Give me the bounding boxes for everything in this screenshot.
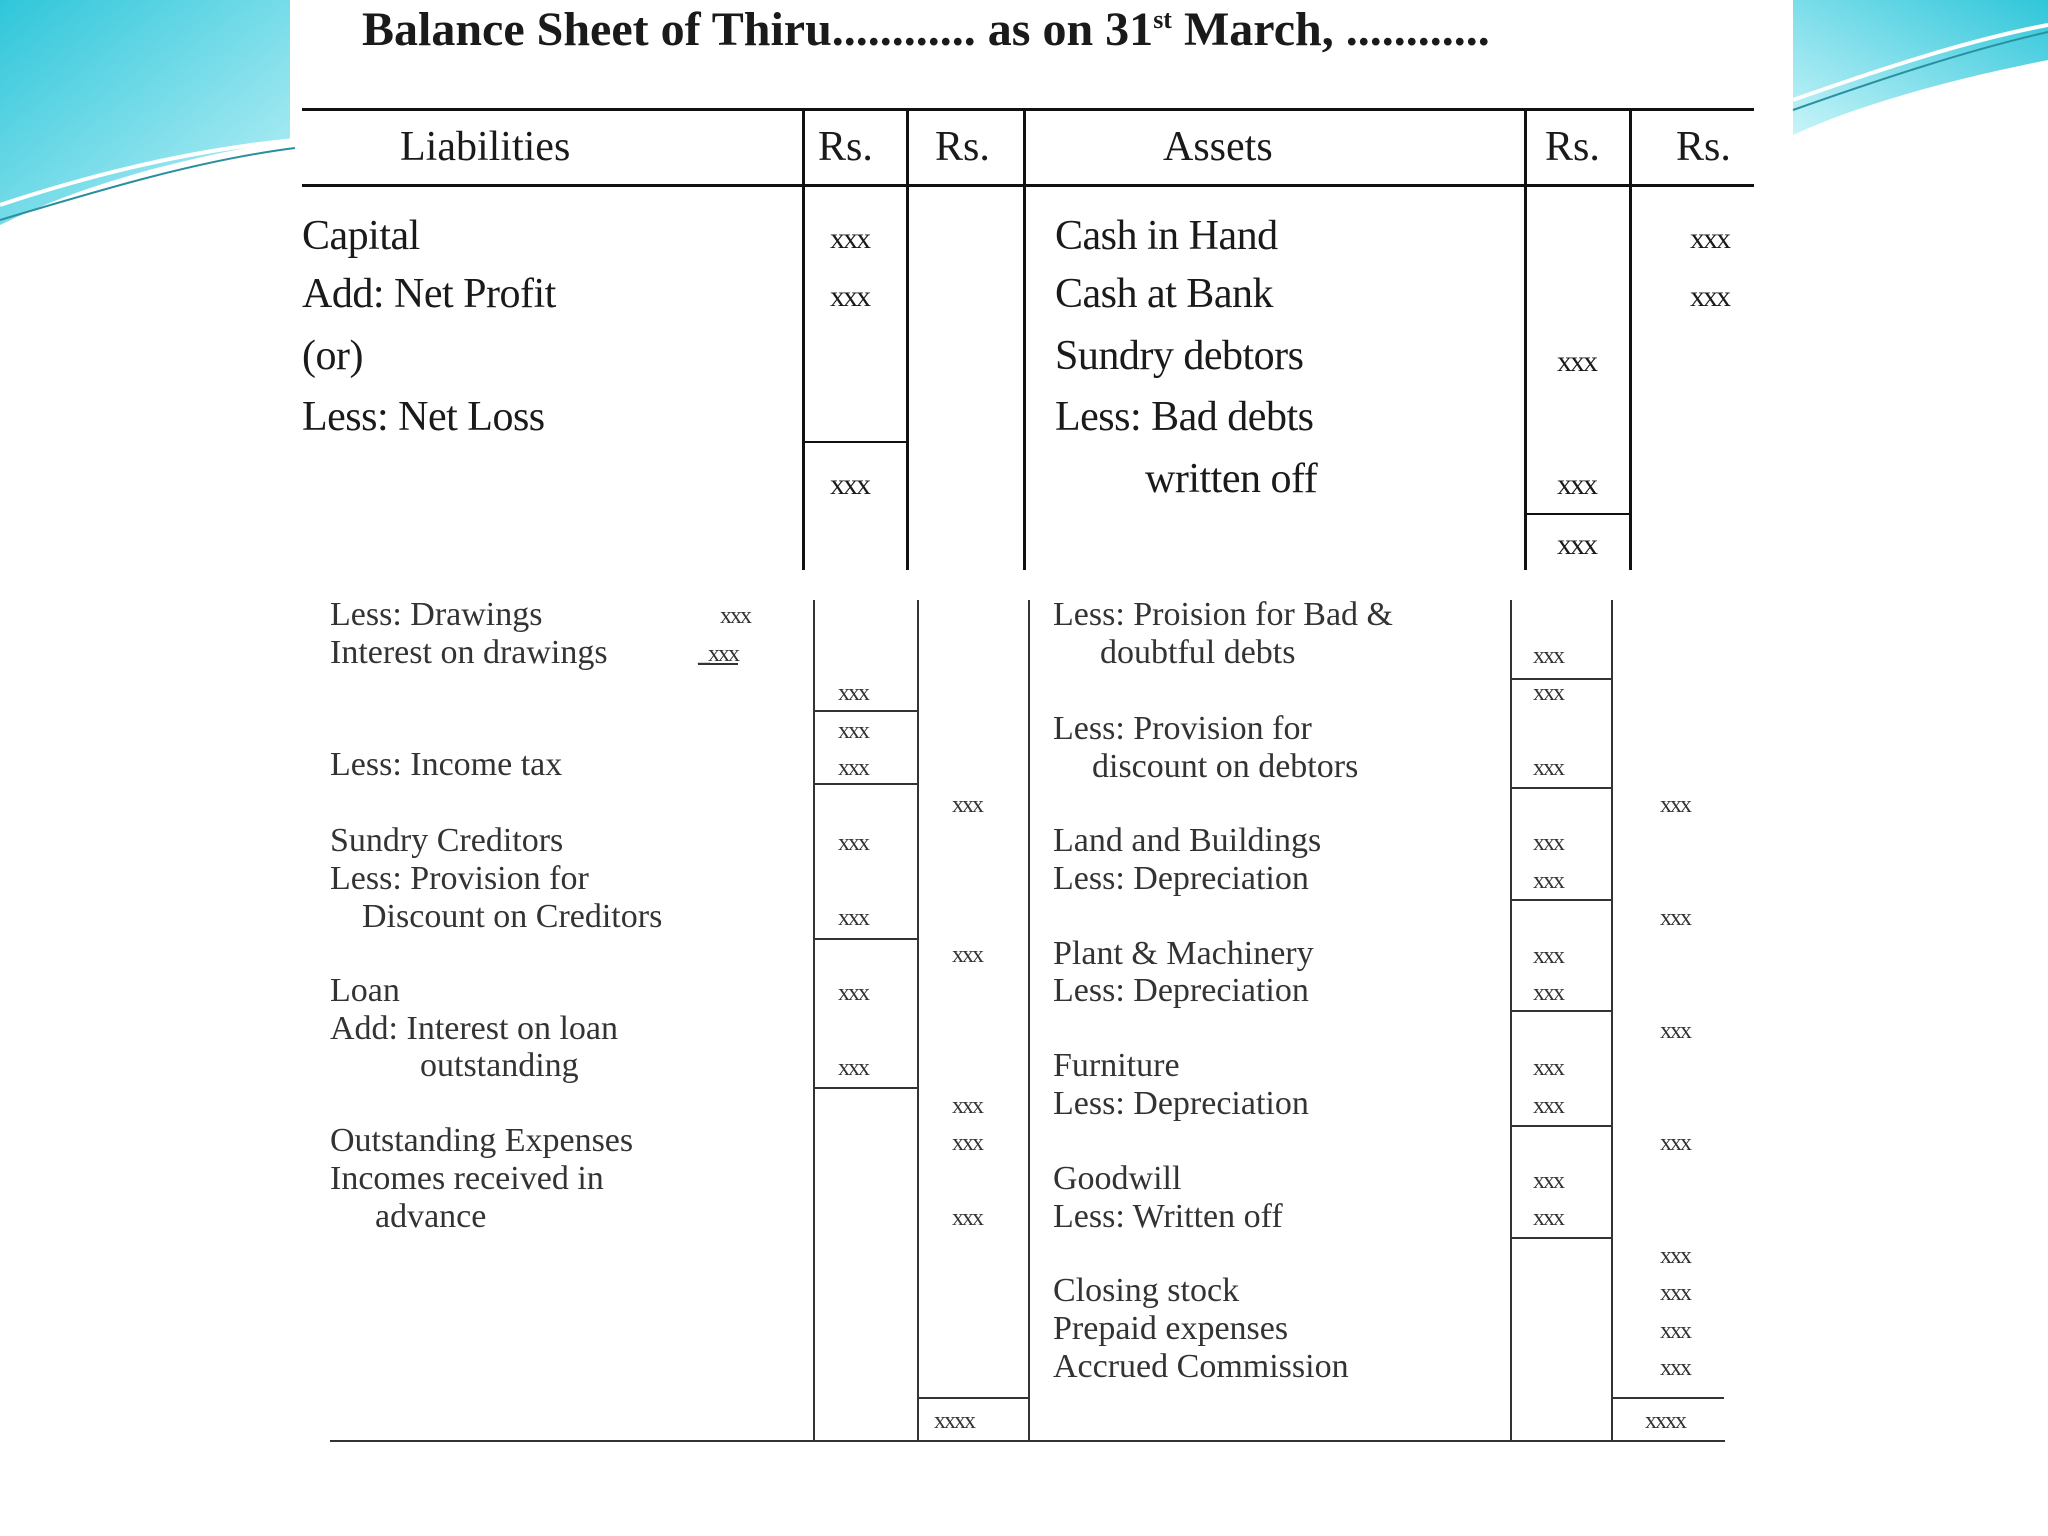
amount-placeholder: xxx [1660,792,1690,818]
amount-placeholder: xxx [830,468,869,501]
col-divider [1028,600,1030,1442]
liability-label: Interest on drawings [330,634,608,671]
amount-placeholder: xxx [838,680,868,706]
asset-label: Less: Depreciation [1053,972,1309,1009]
amount-placeholder: xxx [838,755,868,781]
amount-placeholder: xxx [1533,643,1563,669]
amount-placeholder: xxx [1660,1130,1690,1156]
subtotal-rule [1611,1397,1724,1399]
amount-placeholder: _xxx [698,641,738,667]
asset-label: Plant & Machinery [1053,935,1314,972]
col-divider [1023,108,1026,570]
asset-label: Land and Buildings [1053,822,1322,859]
amount-placeholder: xxx [838,1055,868,1081]
liability-label: Less: Net Loss [302,394,545,440]
page-title: Balance Sheet of Thiru............ as on 31st March, ............ [362,3,1490,56]
decorative-swoosh-right [1748,0,2048,160]
amount-placeholder: xxx [838,905,868,931]
amount-placeholder: xxx [1533,1168,1563,1194]
amount-placeholder: xxx [838,980,868,1006]
amount-placeholder: xxx [1533,755,1563,781]
table-top-rule [302,108,1754,111]
subtotal-rule [1510,1237,1612,1239]
col-divider [1510,600,1512,1442]
asset-label: Less: Depreciation [1053,1085,1309,1122]
liability-label: (or) [302,333,363,379]
liability-label: Discount on Creditors [362,898,663,935]
amount-placeholder: xxx [952,1093,982,1119]
amount-placeholder: xxx [830,222,869,255]
amount-placeholder: xxx [952,792,982,818]
asset-label: Accrued Commission [1053,1348,1349,1385]
col-divider [906,108,909,570]
asset-label: Less: Proision for Bad & [1053,596,1393,633]
amount-placeholder: xxx [952,1130,982,1156]
asset-label: Goodwill [1053,1160,1182,1197]
amount-placeholder: xxx [1533,868,1563,894]
liability-label: Capital [302,213,420,259]
header-rs: Rs. [818,124,873,170]
amount-placeholder: xxx [1533,980,1563,1006]
header-rs: Rs. [1676,124,1731,170]
col-divider [802,108,805,570]
header-assets: Assets [1163,124,1273,170]
asset-label: Less: Bad debts [1055,394,1314,440]
liability-label: Add: Interest on loan [330,1010,618,1047]
col-divider [1524,108,1527,570]
amount-placeholder: xxx [1660,905,1690,931]
subtotal-rule [1510,1010,1612,1012]
amount-placeholder: xxx [1533,1055,1563,1081]
liability-label: outstanding [420,1047,579,1084]
header-rs: Rs. [935,124,990,170]
asset-label: Sundry debtors [1055,333,1304,379]
asset-label: Cash in Hand [1055,213,1278,259]
liability-label: advance [375,1198,487,1235]
liability-label: Less: Income tax [330,746,563,783]
asset-label: Closing stock [1053,1272,1240,1309]
decorative-swoosh-left [0,0,300,240]
amount-placeholder: xxx [1660,1018,1690,1044]
liability-label: Loan [330,972,400,1009]
asset-label: Furniture [1053,1047,1180,1084]
subtotal-rule [1510,899,1612,901]
total-placeholder: xxxx [1645,1408,1685,1434]
amount-placeholder: xxx [952,942,982,968]
amount-placeholder: xxx [1690,222,1729,255]
asset-label: Prepaid expenses [1053,1310,1289,1347]
col-divider [1611,600,1613,1442]
header-rs: Rs. [1545,124,1600,170]
amount-placeholder: xxx [1660,1243,1690,1269]
subtotal-rule [1524,513,1630,515]
header-bottom-rule [302,184,1754,187]
liability-label: Incomes received in [330,1160,604,1197]
header-liabilities: Liabilities [400,124,571,170]
subtotal-rule [1510,1125,1612,1127]
asset-label: Cash at Bank [1055,271,1273,317]
asset-label: written off [1145,456,1318,502]
amount-placeholder: xxx [838,830,868,856]
amount-placeholder: xxx [1660,1280,1690,1306]
col-divider [813,600,815,1442]
liability-label: Less: Drawings [330,596,543,633]
subtotal-rule [813,783,918,785]
liability-label: Outstanding Expenses [330,1122,634,1159]
subtotal-rule [802,441,908,443]
amount-placeholder: xxx [838,718,868,744]
table-bottom-rule [330,1440,1725,1442]
amount-placeholder: xxx [1533,1205,1563,1231]
subtotal-rule [813,938,918,940]
amount-placeholder: xxx [1533,830,1563,856]
amount-placeholder: xxx [1557,345,1596,378]
subtotal-rule [1510,787,1612,789]
amount-placeholder: xxx [1557,528,1596,561]
amount-placeholder: xxx [1533,680,1563,706]
amount-placeholder: xxx [720,603,750,629]
col-divider [917,600,919,1442]
amount-placeholder: xxx [952,1205,982,1231]
asset-label: Less: Written off [1053,1198,1283,1235]
subtotal-rule [917,1397,1030,1399]
subtotal-rule [813,710,918,712]
asset-label: doubtful debts [1100,634,1296,671]
liability-label: Add: Net Profit [302,271,556,317]
amount-placeholder: xxx [1660,1318,1690,1344]
amount-placeholder: xxx [1690,280,1729,313]
asset-label: discount on debtors [1092,748,1359,785]
total-placeholder: xxxx [934,1408,974,1434]
amount-placeholder: xxx [830,280,869,313]
amount-placeholder: xxx [1533,1093,1563,1119]
amount-placeholder: xxx [1533,943,1563,969]
col-divider [1629,108,1632,570]
asset-label: Less: Depreciation [1053,860,1309,897]
asset-label: Less: Provision for [1053,710,1312,747]
liability-label: Sundry Creditors [330,822,564,859]
subtotal-rule [813,1087,918,1089]
amount-placeholder: xxx [1660,1355,1690,1381]
amount-placeholder: xxx [1557,468,1596,501]
liability-label: Less: Provision for [330,860,589,897]
